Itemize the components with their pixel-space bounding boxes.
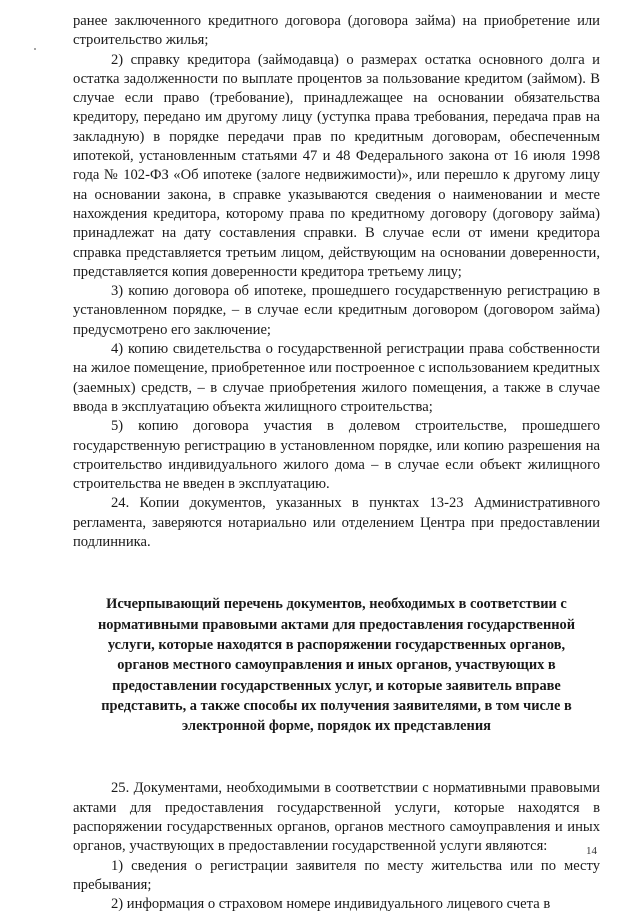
paragraph-item-5-shared-construction: 5) копию договора участия в долевом строительстве, прошедшего государственную регистрацию в установленном порядке, или копию разрешения на строительство индивидуального жилого дома – в случае если объект жилищного строительства не введен в эксплуатацию. (73, 418, 600, 493)
paragraph-item-3-mortgage-contract: 3) копию договора об ипотеке, прошедшего государственную регистрацию в установленном порядке, – в случае если кредитным договором (договором займа) предусмотрено его заключение; (73, 283, 600, 338)
document-body (73, 12, 600, 914)
page-number: 14 (586, 845, 597, 857)
paragraph-item-4-ownership-certificate: 4) копию свидетельства о государственной регистрации права собственности на жилое помещение, приобретенное или построенное с использованием кредитных (заемных) средств, – в случае приобретения жилого помещения, а также в случае ввода в эксплуатацию объекта жилищного строительства; (73, 341, 600, 415)
paragraph-item-2-creditor-certificate: 2) справку кредитора (займодавца) о размерах остатка основного долга и остатка задолженности по выплате процентов за пользование кредитом (займом). В случае если право (требование), принадлежащее на основании обязательства кредитору, передано им другому лицу (уступка права требования, передача прав на закладную) в порядке передачи прав по кредитным договорам, обеспеченным ипотекой, установленным статьями 47 и 48 Федерального закона от 16 июля 1998 года № 102-ФЗ «Об ипотеке (залоге недвижимости)», или перешло к другому лицу на основании закона, в справке указываются сведения о наименовании и месте нахождения кредитора, которому права по кредитному договору (договору займа) принадлежат на дату составления справки. В случае если от имени кредитора справка представляется третьим лицом, действующим на основании доверенности, представляется копия доверенности кредитора третьему лицу; (73, 51, 600, 280)
paragraph-item-2-insurance-number: 2) информация о страховом номере индивидуального лицевого счета в (111, 896, 551, 913)
paragraph-continuation: ранее заключенного кредитного договора (договора займа) на приобретение или строительство жилья; (73, 13, 600, 49)
paragraph-clause-24: 24. Копии документов, указанных в пунктах 13-23 Административного регламента, заверяются нотариально или отделением Центра при предоставлении подлинника. (73, 495, 600, 551)
scan-speck (34, 48, 36, 50)
paragraph-item-1-registration: 1) сведения о регистрации заявителя по месту жительства или по месту пребывания; (73, 857, 600, 893)
section-heading: Исчерпывающий перечень документов, необходимых в соответствии с нормативными правовыми актами для предоставления государственной услуги, которые находятся в распоряжении государственных органов, органов местного самоуправления и иных органов, участвующих в предоставлении государственных услуг, и которые заявитель вправе представить, а также способы их получения заявителями, в том числе в электронной форме, порядок их представления (97, 596, 576, 735)
paragraph-clause-25: 25. Документами, необходимыми в соответствии с нормативными правовыми актами для предоставления государственной услуги, которые находятся в распоряжении государственных органов, органов местного самоуправления и иных органов, участвующих в предоставлении государственной услуги являются: (73, 780, 600, 855)
